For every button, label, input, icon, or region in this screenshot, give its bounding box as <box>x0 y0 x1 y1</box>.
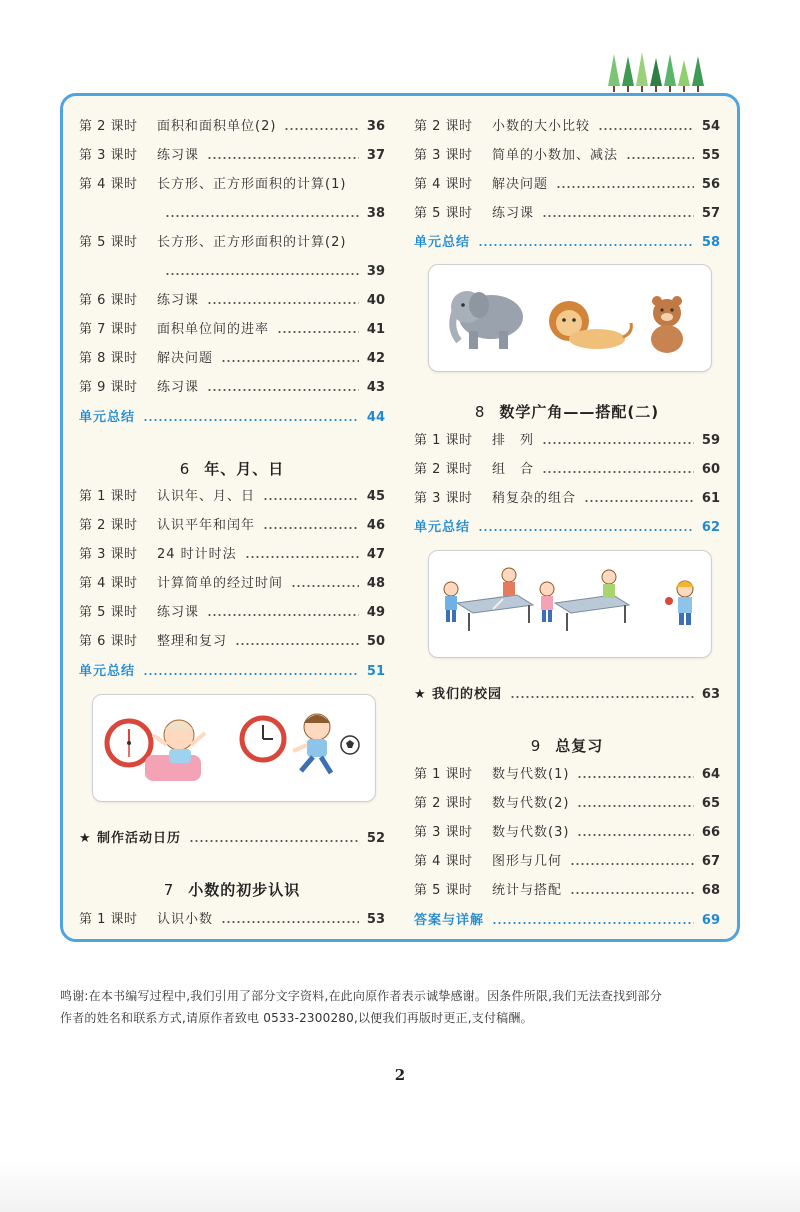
dot-leader <box>584 500 694 502</box>
dot-leader <box>492 922 694 924</box>
toc-entry[interactable] <box>414 116 720 138</box>
page-ref: 49 <box>366 605 385 620</box>
unit-summary-entry[interactable] <box>414 517 720 539</box>
page-ref: 50 <box>366 634 385 649</box>
dot-leader <box>598 128 694 130</box>
toc-entry[interactable] <box>79 544 385 566</box>
toc-entry[interactable] <box>414 793 720 815</box>
lesson-title: 简单的小数加、减法 <box>492 148 619 163</box>
toc-entry-continuation[interactable] <box>79 203 385 225</box>
page-ref: 37 <box>366 148 385 163</box>
summary-title: 单元总结 <box>414 235 471 250</box>
clocks-kids-drawing <box>93 695 375 801</box>
lesson-title: 统计与搭配 <box>492 883 563 898</box>
lesson-title: 数与代数(1) <box>492 767 570 782</box>
dot-leader <box>291 585 359 587</box>
dot-leader <box>235 643 359 645</box>
lesson-number: 第 3 课时 <box>414 825 473 840</box>
unit-title: 小数的初步认识 <box>188 881 301 899</box>
toc-entry[interactable] <box>414 488 720 510</box>
toc-entry[interactable] <box>79 174 385 196</box>
page-ref: 43 <box>366 380 385 395</box>
lesson-number: 第 2 课时 <box>79 518 138 533</box>
lesson-title: 练习课 <box>157 380 200 395</box>
toc-entry-continuation[interactable] <box>79 261 385 283</box>
lesson-title: 小数的大小比较 <box>492 119 591 134</box>
lesson-number: 第 5 课时 <box>414 206 473 221</box>
activity-title: 制作活动日历 <box>97 831 182 846</box>
lesson-number: 第 4 课时 <box>414 854 473 869</box>
unit-summary-entry[interactable] <box>79 407 385 429</box>
summary-title: 单元总结 <box>414 520 471 535</box>
toc-entry[interactable] <box>79 348 385 370</box>
lesson-number: 第 3 课时 <box>414 148 473 163</box>
toc-entry[interactable] <box>414 764 720 786</box>
lesson-title: 认识小数 <box>157 912 214 927</box>
lesson-number: 第 3 课时 <box>79 547 138 562</box>
page-ref: 51 <box>366 664 385 679</box>
page-ref: 52 <box>366 831 385 846</box>
page-ref: 46 <box>366 518 385 533</box>
toc-entry[interactable] <box>79 232 385 254</box>
lesson-number: 第 3 课时 <box>414 491 473 506</box>
dot-leader <box>542 442 694 444</box>
acknowledgement-line: 作者的姓名和联系方式,请原作者致电 0533-2300280,以便我们再版时更正,支付稿酬。 <box>60 1011 533 1025</box>
dot-leader <box>284 128 359 130</box>
toc-entry[interactable] <box>414 822 720 844</box>
page-ref: 39 <box>366 264 385 279</box>
star-icon: ★ <box>79 831 91 846</box>
page-ref: 59 <box>701 433 720 448</box>
page-ref: 48 <box>366 576 385 591</box>
lesson-title: 练习课 <box>157 148 200 163</box>
illustration-animals <box>428 264 712 372</box>
unit-number: 8 <box>474 403 486 421</box>
dot-leader <box>143 673 359 675</box>
dot-leader <box>263 498 359 500</box>
lesson-number: 第 1 课时 <box>414 767 473 782</box>
summary-title: 单元总结 <box>79 664 136 679</box>
table-tennis-drawing <box>429 551 711 657</box>
page-ref: 61 <box>701 491 720 506</box>
toc-entry[interactable] <box>414 851 720 873</box>
toc-entry[interactable] <box>79 377 385 399</box>
dot-leader <box>577 834 694 836</box>
unit-summary-entry[interactable] <box>79 661 385 683</box>
page-ref: 57 <box>701 206 720 221</box>
page-ref: 53 <box>366 912 385 927</box>
page-ref: 41 <box>366 322 385 337</box>
toc-entry[interactable] <box>414 430 720 452</box>
lesson-title: 24 时计时法 <box>157 547 237 562</box>
illustration-table-tennis <box>428 550 712 658</box>
lesson-title: 稍复杂的组合 <box>492 491 577 506</box>
page-ref: 45 <box>366 489 385 504</box>
lesson-title: 长方形、正方形面积的计算(1) <box>157 177 347 192</box>
dot-leader <box>570 892 694 894</box>
lesson-title: 数与代数(3) <box>492 825 570 840</box>
dot-leader <box>207 302 359 304</box>
dot-leader <box>207 389 359 391</box>
lesson-title: 排 列 <box>492 433 535 448</box>
lesson-number: 第 2 课时 <box>414 119 473 134</box>
lesson-number: 第 7 课时 <box>79 322 138 337</box>
dot-leader <box>577 805 694 807</box>
dot-leader <box>577 776 694 778</box>
dot-leader <box>189 840 359 842</box>
illustration-clocks <box>92 694 376 802</box>
lesson-title: 组 合 <box>492 462 535 477</box>
lesson-title: 解决问题 <box>157 351 214 366</box>
activity-title: 我们的校园 <box>432 687 503 702</box>
lesson-title: 长方形、正方形面积的计算(2) <box>157 235 347 250</box>
answers-entry[interactable] <box>414 910 720 932</box>
unit-number: 6 <box>179 460 191 478</box>
summary-title: 答案与详解 <box>414 913 485 928</box>
dot-leader <box>277 331 359 333</box>
unit-title: 年、月、日 <box>204 460 285 478</box>
page-ref: 42 <box>366 351 385 366</box>
unit-number: 7 <box>163 881 175 899</box>
lesson-title: 整理和复习 <box>157 634 228 649</box>
lesson-title: 面积和面积单位(2) <box>157 119 277 134</box>
lesson-number: 第 1 课时 <box>414 433 473 448</box>
lesson-number: 第 5 课时 <box>79 605 138 620</box>
dot-leader <box>478 529 694 531</box>
activity-entry[interactable] <box>414 684 720 706</box>
lesson-number: 第 9 课时 <box>79 380 138 395</box>
page-ref: 60 <box>701 462 720 477</box>
dot-leader <box>207 614 359 616</box>
activity-entry[interactable] <box>79 828 385 850</box>
page-ref: 63 <box>701 687 720 702</box>
lesson-number: 第 1 课时 <box>79 912 138 927</box>
summary-title: 单元总结 <box>79 410 136 425</box>
dot-leader <box>207 157 359 159</box>
dot-leader <box>221 921 359 923</box>
lesson-title: 解决问题 <box>492 177 549 192</box>
unit-title: 数学广角——搭配(二) <box>499 403 660 421</box>
lesson-number: 第 2 课时 <box>79 119 138 134</box>
lesson-number: 第 4 课时 <box>79 576 138 591</box>
toc-entry[interactable] <box>79 631 385 653</box>
dot-leader <box>570 863 694 865</box>
trees-decoration <box>608 50 708 95</box>
toc-entry[interactable] <box>414 880 720 902</box>
lesson-title: 认识平年和闰年 <box>157 518 256 533</box>
page-ref: 68 <box>701 883 720 898</box>
lesson-title: 认识年、月、日 <box>157 489 256 504</box>
page-ref: 67 <box>701 854 720 869</box>
toc-entry[interactable] <box>79 573 385 595</box>
toc-entry[interactable] <box>414 145 720 167</box>
acknowledgement-line: 鸣谢:在本书编写过程中,我们引用了部分文字资料,在此向原作者表示诚挚感谢。因条件所限,我们无法查找到部分 <box>60 989 662 1003</box>
lesson-number: 第 6 课时 <box>79 634 138 649</box>
star-icon: ★ <box>414 687 426 702</box>
toc-entry[interactable] <box>79 145 385 167</box>
toc-entry[interactable] <box>79 116 385 138</box>
page-ref: 62 <box>701 520 720 535</box>
lesson-title: 练习课 <box>157 605 200 620</box>
toc-entry[interactable] <box>414 459 720 481</box>
dot-leader <box>478 244 694 246</box>
lesson-title: 图形与几何 <box>492 854 563 869</box>
lesson-number: 第 4 课时 <box>414 177 473 192</box>
lesson-number: 第 6 课时 <box>79 293 138 308</box>
dot-leader <box>626 157 694 159</box>
lesson-title: 面积单位间的进率 <box>157 322 270 337</box>
toc-entry[interactable] <box>79 486 385 508</box>
dot-leader <box>245 556 359 558</box>
page-ref: 69 <box>701 913 720 928</box>
unit-heading <box>414 401 720 422</box>
unit-heading <box>414 735 720 756</box>
dot-leader <box>263 527 359 529</box>
unit-heading <box>79 879 385 900</box>
unit-heading <box>79 458 385 479</box>
lesson-title: 计算简单的经过时间 <box>157 576 284 591</box>
lesson-title: 练习课 <box>492 206 535 221</box>
page-ref: 38 <box>366 206 385 221</box>
page-ref: 44 <box>366 410 385 425</box>
page-ref: 65 <box>701 796 720 811</box>
unit-summary-entry[interactable] <box>414 232 720 254</box>
page-bottom-shadow <box>0 1160 800 1212</box>
acknowledgement-note <box>60 985 750 1029</box>
dot-leader <box>542 215 694 217</box>
animals-drawing <box>429 265 711 371</box>
toc-entry[interactable] <box>79 602 385 624</box>
page-ref: 58 <box>701 235 720 250</box>
page-ref: 56 <box>701 177 720 192</box>
lesson-number: 第 1 课时 <box>79 489 138 504</box>
dot-leader <box>510 696 694 698</box>
toc-entry[interactable] <box>79 909 385 931</box>
dot-leader <box>556 186 694 188</box>
page-ref: 40 <box>366 293 385 308</box>
toc-entry[interactable] <box>79 319 385 341</box>
toc-entry[interactable] <box>79 515 385 537</box>
lesson-title: 数与代数(2) <box>492 796 570 811</box>
toc-entry[interactable] <box>414 174 720 196</box>
page-ref: 47 <box>366 547 385 562</box>
lesson-number: 第 5 课时 <box>79 235 138 250</box>
unit-number: 9 <box>530 737 542 755</box>
dot-leader <box>542 471 694 473</box>
toc-entry[interactable] <box>414 203 720 225</box>
toc-entry[interactable] <box>79 290 385 312</box>
unit-title: 总复习 <box>555 737 604 755</box>
dot-leader <box>143 419 359 421</box>
page-number: 2 <box>394 1066 406 1084</box>
page-ref: 66 <box>701 825 720 840</box>
page-ref: 64 <box>701 767 720 782</box>
dot-leader <box>165 215 359 217</box>
lesson-number: 第 2 课时 <box>414 462 473 477</box>
page-ref: 36 <box>366 119 385 134</box>
page-ref: 54 <box>701 119 720 134</box>
lesson-number: 第 5 课时 <box>414 883 473 898</box>
lesson-number: 第 2 课时 <box>414 796 473 811</box>
lesson-number: 第 3 课时 <box>79 148 138 163</box>
page-ref: 55 <box>701 148 720 163</box>
lesson-number: 第 4 课时 <box>79 177 138 192</box>
dot-leader <box>221 360 359 362</box>
lesson-title: 练习课 <box>157 293 200 308</box>
lesson-number: 第 8 课时 <box>79 351 138 366</box>
dot-leader <box>165 273 359 275</box>
